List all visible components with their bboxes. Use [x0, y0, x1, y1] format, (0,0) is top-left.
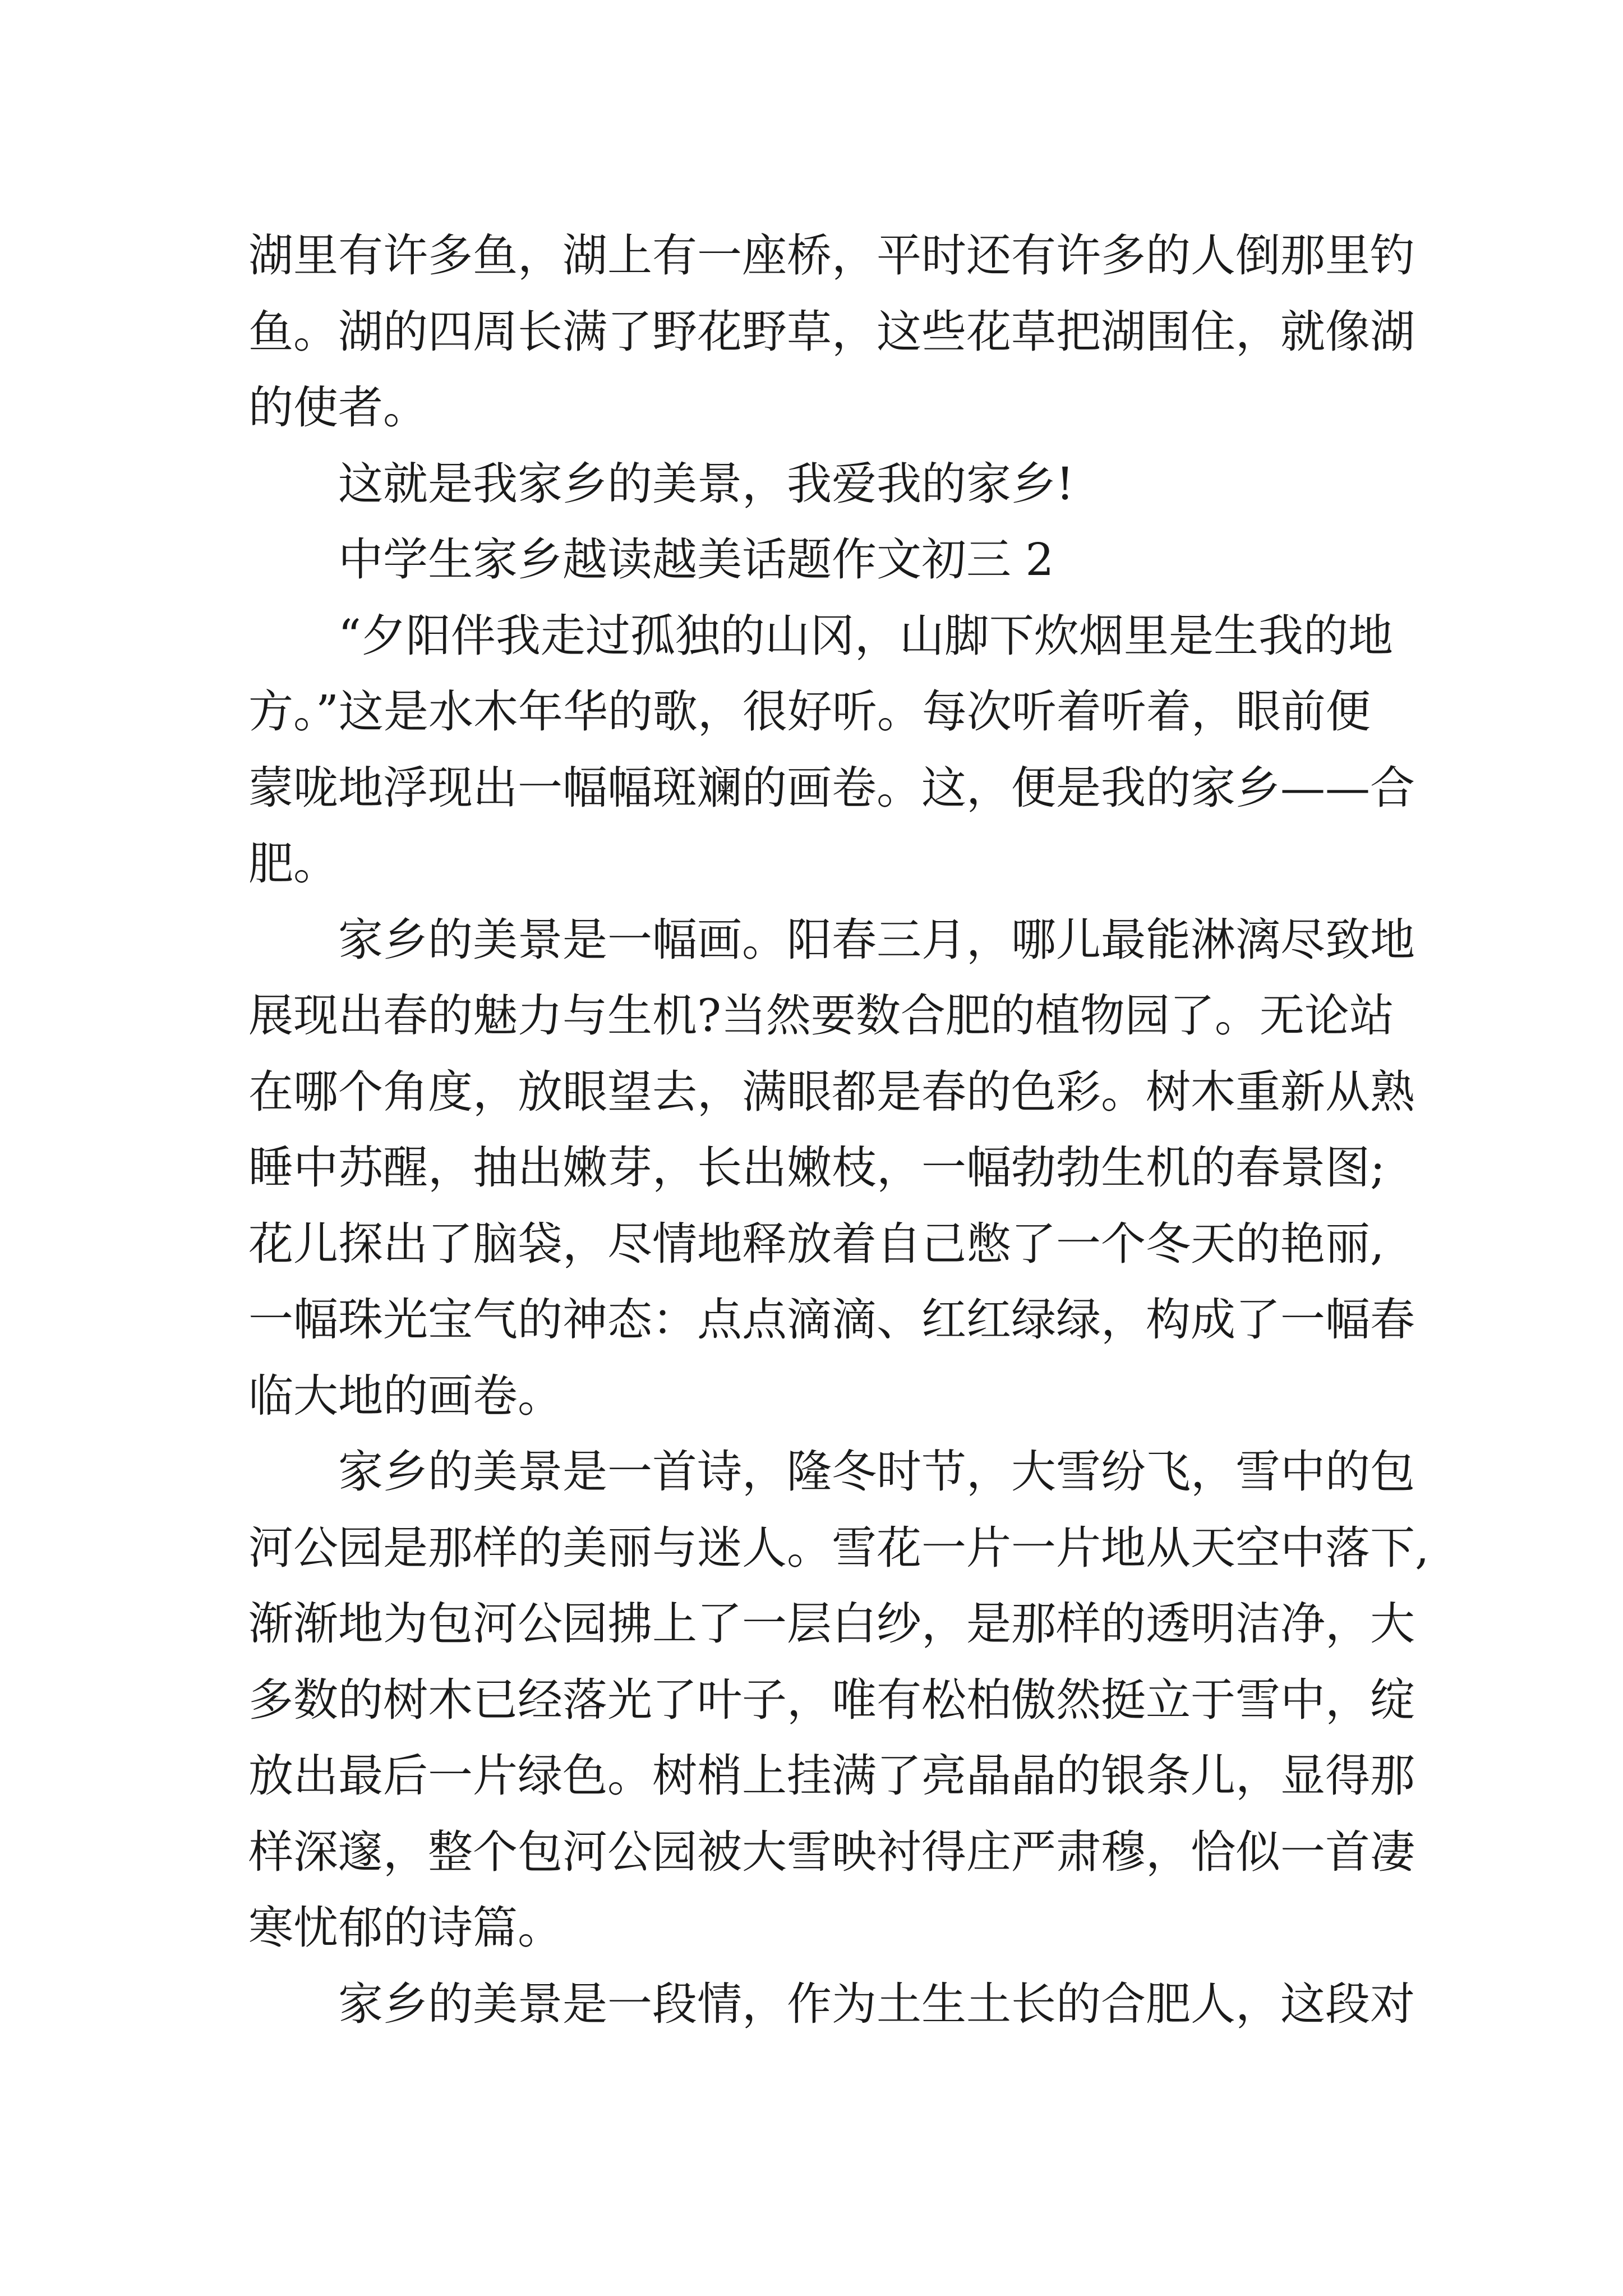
text-line: 肥。 [248, 838, 338, 890]
text-line: 渐渐地为包河公园拂上了一层白纱，是那样的透明洁净，大 [248, 1598, 1415, 1650]
paragraph-start-line: 这就是我家乡的美景，我爱我的家乡! [338, 457, 1075, 510]
text-line: 样深邃，整个包河公园被大雪映衬得庄严肃穆，恰似一首凄 [248, 1825, 1415, 1878]
paragraph-start-line: 家乡的美景是一段情，作为土生土长的合肥人，这段对 [338, 1977, 1415, 2030]
text-line: 湖里有许多鱼，湖上有一座桥，平时还有许多的人倒那里钓 [248, 229, 1415, 282]
text-line: 临大地的画卷。 [248, 1369, 562, 1422]
paragraph-start-line: 家乡的美景是一幅画。阳春三月，哪儿最能淋漓尽致地 [338, 913, 1415, 966]
text-line: 河公园是那样的美丽与迷人。雪花一片一片地从天空中落下, [248, 1521, 1430, 1574]
text-line: 蒙咙地浮现出一幅幅斑斓的画卷。这，便是我的家乡——合 [248, 761, 1415, 814]
text-line: 一幅珠光宝气的神态：点点滴滴、红红绿绿，构成了一幅春 [248, 1294, 1415, 1346]
text-line: 寒忧郁的诗篇。 [248, 1902, 562, 1954]
text-line: 花儿探出了脑袋，尽情地释放着自己憋了一个冬天的艳丽, [248, 1217, 1385, 1270]
text-line: 多数的树木已经落光了叶子，唯有松柏傲然挺立于雪中，绽 [248, 1673, 1415, 1726]
text-line: 在哪个角度，放眼望去，满眼都是春的色彩。树木重新从熟 [248, 1065, 1415, 1118]
text-line: 方。”这是水木年华的歌，很好听。每次听着听着，眼前便 [248, 685, 1371, 738]
paragraph-start-line: “夕阳伴我走过孤独的山冈，山脚下炊烟里是生我的地 [338, 609, 1393, 662]
section-heading: 中学生家乡越读越美话题作文初三 2 [338, 533, 1054, 586]
paragraph-start-line: 家乡的美景是一首诗，隆冬时节，大雪纷飞，雪中的包 [338, 1446, 1415, 1498]
text-line: 放出最后一片绿色。树梢上挂满了亮晶晶的银条儿，显得那 [248, 1750, 1415, 1802]
text-line: 鱼。湖的四周长满了野花野草，这些花草把湖围住，就像湖 [248, 305, 1415, 358]
text-line: 的使者。 [248, 381, 428, 434]
text-line: 展现出春的魅力与生机?当然要数合肥的植物园了。无论站 [248, 990, 1394, 1042]
text-line: 睡中苏醒，抽出嫩芽，长出嫩枝，一幅勃勃生机的春景图; [248, 1142, 1385, 1194]
essay-body [248, 218, 1430, 2042]
